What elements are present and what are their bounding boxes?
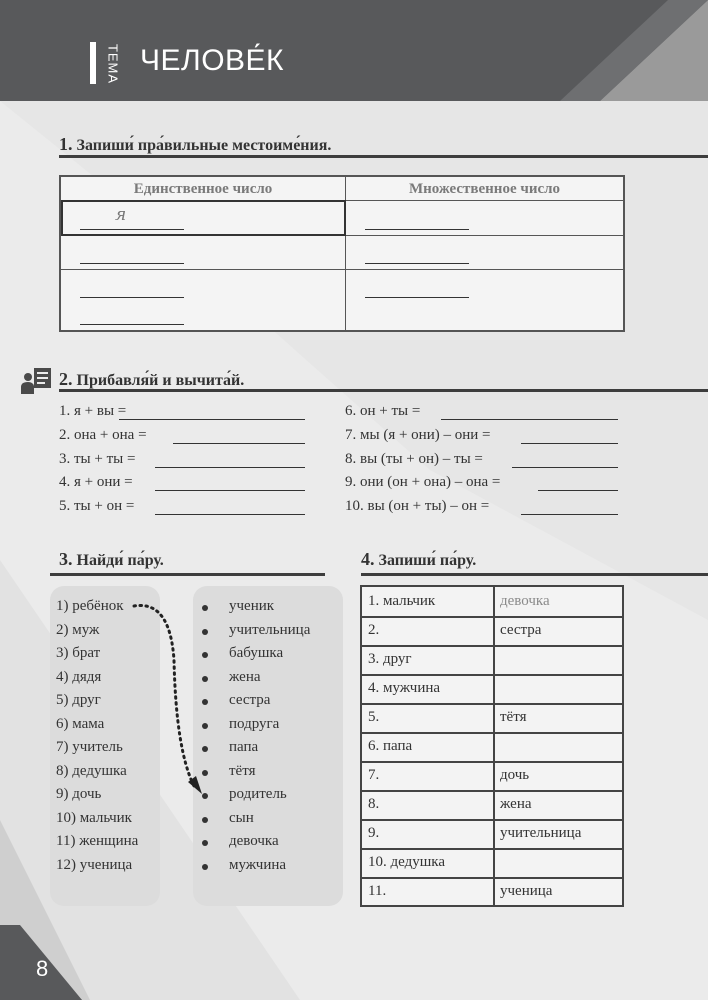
exercise-item: 8. вы (ты + он) – ты = <box>345 451 483 467</box>
task3-rule <box>50 573 325 576</box>
task4-rule <box>361 573 708 576</box>
row-pair[interactable]: девочка <box>500 593 550 609</box>
match-item-right[interactable]: сестра <box>229 692 271 708</box>
answer-blank[interactable] <box>521 514 618 515</box>
table-row <box>362 732 622 761</box>
bullet <box>202 864 208 870</box>
table-row <box>362 587 622 616</box>
answer-blank[interactable] <box>80 263 184 264</box>
row-pair: жена <box>500 796 532 812</box>
task1-title: Запиши́ пра́вильные местоиме́ния. <box>76 137 332 154</box>
bullet <box>202 817 208 823</box>
match-item-left[interactable]: 4) дядя <box>56 669 102 685</box>
exercise-item: 7. мы (я + они) – они = <box>345 427 491 443</box>
pair-work-icon <box>20 365 52 395</box>
row-word[interactable]: 9. <box>368 825 380 841</box>
col-singular-header: Единственное число <box>133 181 273 197</box>
col-plural-header: Множественное число <box>408 181 561 197</box>
table-row <box>362 819 622 848</box>
exercise-item: 5. ты + он = <box>59 498 135 514</box>
match-item-right[interactable]: жена <box>229 669 261 685</box>
match-item-left[interactable]: 11) женщина <box>56 833 139 849</box>
answer-blank[interactable] <box>80 297 184 298</box>
bullet <box>202 840 208 846</box>
row-word: 1. мальчик <box>368 593 436 609</box>
task1-heading <box>59 134 331 155</box>
exercise-item: 1. я + вы = <box>59 403 127 419</box>
task4-heading <box>361 549 476 570</box>
task3-number: 3. <box>59 549 73 569</box>
task1-number: 1. <box>59 134 73 154</box>
match-item-left[interactable]: 10) мальчик <box>56 810 132 826</box>
answer-blank[interactable] <box>365 297 469 298</box>
page-title: ЧЕЛОВЕ́К <box>140 44 285 77</box>
task2-number: 2. <box>59 369 73 389</box>
row-word[interactable]: 2. <box>368 622 380 638</box>
row-pair: тётя <box>500 709 527 725</box>
answer-blank[interactable] <box>155 467 305 468</box>
task3-heading <box>59 549 164 570</box>
exercise-item: 3. ты + ты = <box>59 451 136 467</box>
match-item-right[interactable]: папа <box>229 739 259 755</box>
pairs-table <box>360 585 624 907</box>
match-item-right[interactable]: мужчина <box>229 857 287 873</box>
match-item-right[interactable]: ученик <box>229 598 275 614</box>
match-item-right[interactable]: родитель <box>229 786 287 802</box>
answer-blank[interactable] <box>512 467 618 468</box>
row-word[interactable]: 5. <box>368 709 380 725</box>
exercise-item: 6. он + ты = <box>345 403 421 419</box>
answer-blank[interactable] <box>173 443 305 444</box>
row-pair: ученица <box>500 883 553 899</box>
match-item-right[interactable]: сын <box>229 810 254 826</box>
example-match-arrow <box>130 600 210 800</box>
table-row <box>362 645 622 674</box>
match-item-right[interactable]: тётя <box>229 763 256 779</box>
row-word: 6. папа <box>368 738 413 754</box>
match-item-left[interactable]: 9) дочь <box>56 786 102 802</box>
row-pair: дочь <box>500 767 530 783</box>
answer-blank[interactable] <box>365 263 469 264</box>
answer-blank[interactable] <box>80 229 184 230</box>
table-row <box>362 616 622 645</box>
row-pair: учительница <box>500 825 582 841</box>
task3-title: Найди́ па́ру. <box>76 552 164 569</box>
match-item-right[interactable]: бабушка <box>229 645 284 661</box>
theme-label: ТЕМА <box>105 43 121 85</box>
exercise-item: 9. они (он + она) – она = <box>345 474 501 490</box>
table-rule <box>61 269 623 270</box>
table-row <box>362 674 622 703</box>
row-pair[interactable] <box>494 732 622 761</box>
match-item-left[interactable]: 6) мама <box>56 716 105 732</box>
row-pair[interactable] <box>494 848 622 877</box>
task1-rule <box>59 155 708 158</box>
answer-blank[interactable] <box>538 490 618 491</box>
pronoun-table <box>59 175 625 332</box>
row-word[interactable]: 11. <box>368 883 387 899</box>
task2-rule <box>59 389 708 392</box>
page-number: 8 <box>36 956 49 981</box>
task2-heading <box>59 369 244 390</box>
match-item-left[interactable]: 3) брат <box>56 645 101 661</box>
table-row <box>362 877 622 906</box>
row-pair[interactable] <box>494 645 622 674</box>
match-item-left[interactable]: 12) ученица <box>56 857 133 873</box>
row-word: 4. мужчина <box>368 680 441 696</box>
answer-blank[interactable] <box>441 419 618 420</box>
example-answer: я <box>115 205 127 225</box>
row-word[interactable]: 8. <box>368 796 380 812</box>
row-pair: сестра <box>500 622 542 638</box>
task4-title: Запиши́ па́ру. <box>378 552 477 569</box>
selected-cell[interactable] <box>61 200 346 236</box>
row-word: 3. друг <box>368 651 412 667</box>
match-item-right[interactable]: девочка <box>229 833 279 849</box>
match-item-left[interactable]: 8) дедушка <box>56 763 127 779</box>
match-item-left[interactable]: 2) муж <box>56 622 100 638</box>
table-row <box>362 848 622 877</box>
match-item-left[interactable]: 5) друг <box>56 692 101 708</box>
answer-blank[interactable] <box>155 490 305 491</box>
table-row <box>362 790 622 819</box>
match-item-right[interactable]: подруга <box>229 716 280 732</box>
table-row <box>362 703 622 732</box>
match-item-left[interactable]: 7) учитель <box>56 739 123 755</box>
exercise-item: 10. вы (он + ты) – он = <box>345 498 490 514</box>
answer-blank[interactable] <box>119 419 305 420</box>
table-row <box>362 761 622 790</box>
match-item-left[interactable]: 1) ребёнок <box>56 598 124 614</box>
answer-blank[interactable] <box>521 443 618 444</box>
row-word[interactable]: 7. <box>368 767 380 783</box>
row-pair[interactable] <box>494 674 622 703</box>
answer-blank[interactable] <box>80 324 184 325</box>
task2-title: Прибавля́й и вычита́й. <box>76 372 245 389</box>
answer-blank[interactable] <box>155 514 305 515</box>
row-word: 10. дедушка <box>368 854 445 870</box>
answer-blank[interactable] <box>365 229 469 230</box>
exercise-item: 2. она + она = <box>59 427 147 443</box>
match-item-right[interactable]: учительница <box>229 622 311 638</box>
exercise-item: 4. я + они = <box>59 474 133 490</box>
task4-number: 4. <box>361 549 375 569</box>
